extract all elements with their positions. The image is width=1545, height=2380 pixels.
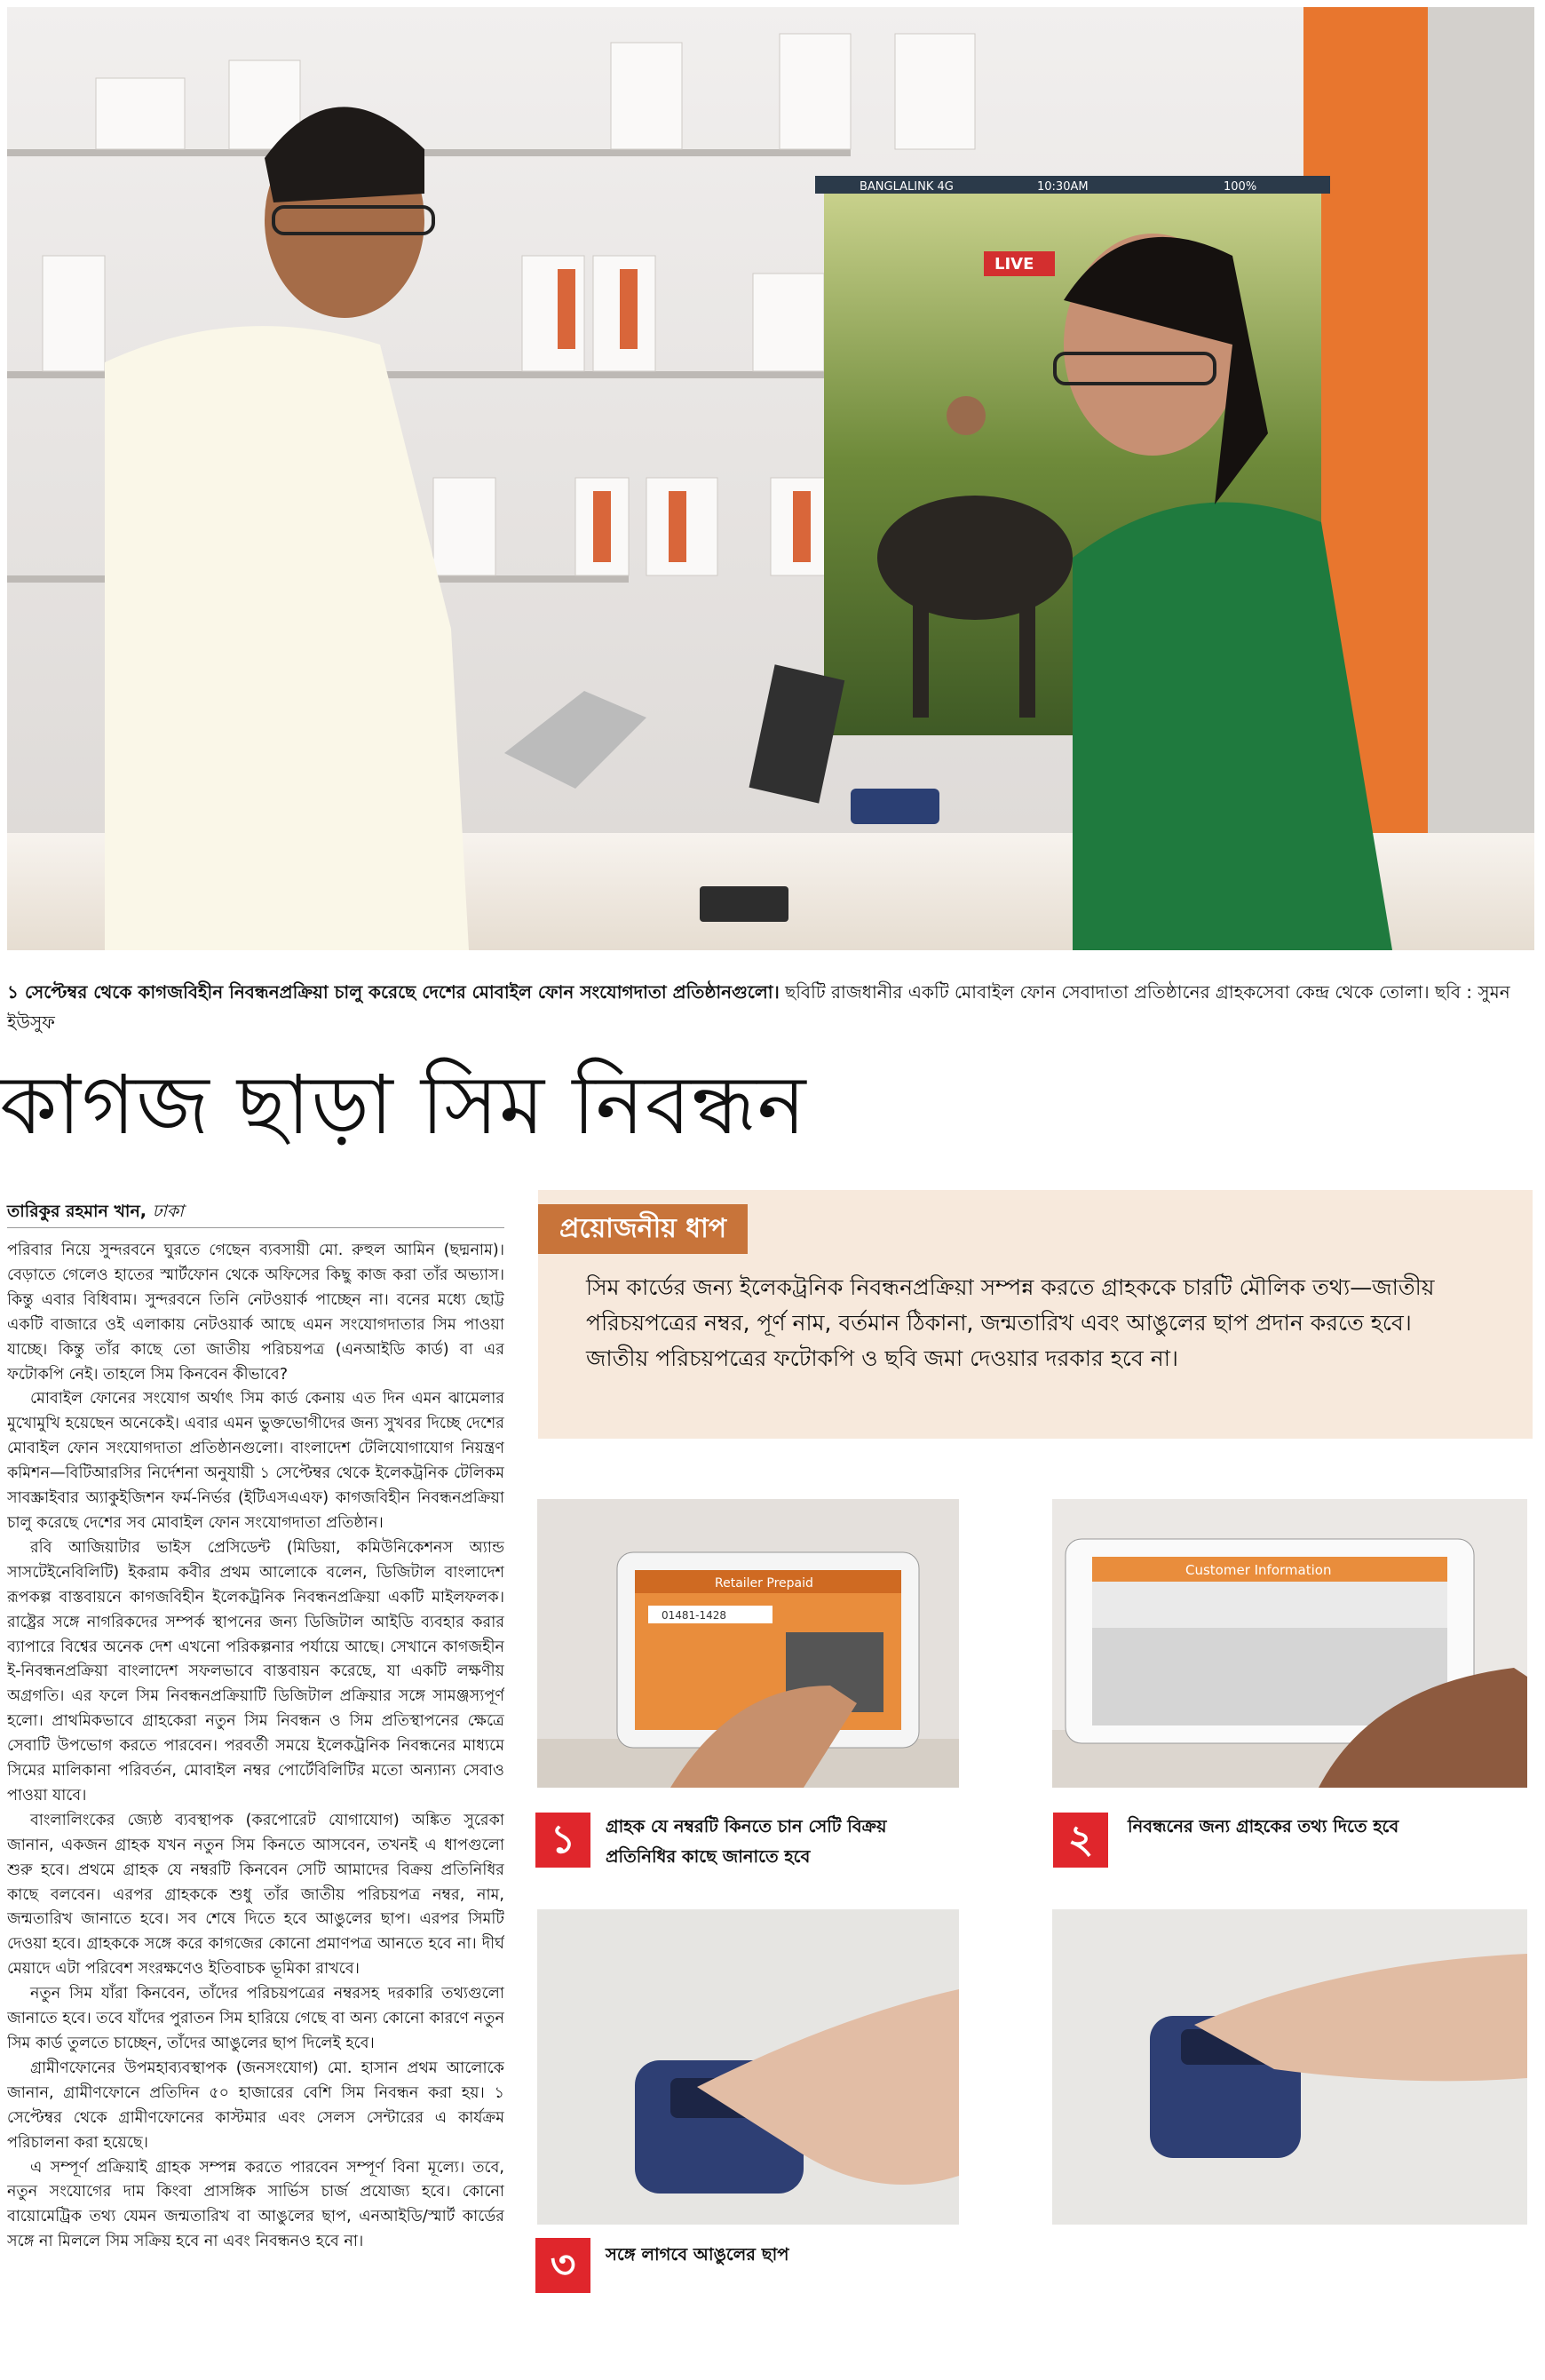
step1-photo: [537, 1499, 959, 1788]
step3-number: ৩: [535, 2238, 590, 2293]
tablet2-title: Customer Information: [1185, 1562, 1332, 1578]
caption-rest: ছবিটি রাজধানীর একটি মোবাইল ফোন সেবাদাতা প্রতিষ্ঠানের গ্রাহকসেবা কেন্দ্র থেকে তোলা। ছবি : সুমন ইউসুফ: [7, 981, 1510, 1033]
live-badge: LIVE: [994, 255, 1034, 274]
step3-photo-b: [1052, 1909, 1527, 2225]
steps-text-1: সিম কার্ডের জন্য ইলেকট্রনিক নিবন্ধনপ্রক্রিয়া সম্পন্ন করতে গ্রাহককে চারটি মৌলিক তথ্য—জাতীয় পরিচয়পত্রের নম্বর, পূর্ণ নাম, বর্তমান ঠিকানা, জন্মতারিখ এবং আঙুলের ছাপ প্রদান করতে হবে।: [586, 1274, 1435, 1336]
byline-name: তারিকুর রহমান খান,: [7, 1202, 147, 1221]
article-paragraph: নতুন সিম যাঁরা কিনবেন, তাঁদের পরিচয়পত্রের নম্বরসহ দরকারি তথ্যগুলো জানাতে হবে। তবে যাঁদের পুরাতন সিম হারিয়ে গেছে বা অন্য কোনো কারণে নতুন সিম কার্ড তুলতে চাচ্ছেন, তাঁদের আঙুলের ছাপ দিলেই হবে।: [7, 1985, 504, 2052]
step3-label: সঙ্গে লাগবে আঙুলের ছাপ: [606, 2244, 789, 2265]
article-body: [7, 1239, 504, 2371]
article-paragraph: রবি আজিয়াটার ভাইস প্রেসিডেন্ট (মিডিয়া, কমিউনিকেশনস অ্যান্ড সাসটেইনেবিলিটি) ইকরাম কবীর প্রথম আলোকে বলেন, ডিজিটাল বাংলাদেশ রূপকল্প বাস্তবায়নে কাগজবিহীন ইলেকট্রনিক নিবন্ধনপ্রক্রিয়া একটি মাইলফলক। রাষ্ট্রের সঙ্গে নাগরিকদের সম্পর্ক স্থাপনের জন্য ডিজিটাল আইডি ব্যবহার করার ব্যাপারে বিশ্বের অনেক দেশ এখনো পরিকল্পনার পর্যায়ে আছে। সেখানে কাগজহীন ই-নিবন্ধনপ্রক্রিয়া বাংলাদেশ সফলভাবে বাস্তবায়ন করেছে, যা একটি লক্ষণীয় অগ্রগতি। এর ফলে সিম নিবন্ধনপ্রক্রিয়াটি ডিজিটাল প্রক্রিয়ার সঙ্গে সামঞ্জস্যপূর্ণ হলো। প্রাথমিকভাবে গ্রাহকেরা নতুন সিম নিবন্ধন ও সিম প্রতিস্থাপনের ক্ষেত্রে সেবাটি উপভোগ করতে পারবেন। পরবর্তী সময়ে ইলেকট্রনিক নিবন্ধনের মাধ্যমে সিমের মালিকানা পরিবর্তন, মোবাইল নম্বর পোর্টেবিলিটির মতো অন্যান্য সেবাও পাওয়া যাবে।: [7, 1538, 504, 1805]
phone-status-battery: 100%: [1224, 180, 1257, 194]
phone-status-left: BANGLALINK 4G: [860, 180, 954, 194]
tablet1-number: 01481-1428: [662, 1609, 727, 1622]
main-photo: [7, 7, 1534, 950]
steps-text-2: জাতীয় পরিচয়পত্রের ফটোকপি ও ছবি জমা দেওয়ার দরকার হবে না।: [586, 1345, 1178, 1371]
step1-label: গ্রাহক যে নম্বরটি কিনতে চান সেটি বিক্রয় প্রতিনিধির কাছে জানাতে হবে: [606, 1816, 887, 1867]
tablet1-title: Retailer Prepaid: [715, 1576, 813, 1591]
article-paragraph: মোবাইল ফোনের সংযোগ অর্থাৎ সিম কার্ড কেনায় এত দিন এমন ঝামেলার মুখোমুখি হয়েছেন অনেকেই। এবার এমন ভুক্তভোগীদের জন্য সুখবর দিচ্ছে দেশের মোবাইল ফোন সংযোগদাতা প্রতিষ্ঠানগুলো। বাংলাদেশ টেলিযোগাযোগ নিয়ন্ত্রণ কমিশন—বিটিআরসির নির্দেশনা অনুযায়ী ১ সেপ্টেম্বর থেকে ইলেকট্রনিক টেলিকম সাবস্ক্রাইবার অ্যাকুইজিশন ফর্ম-নির্ভর (ইটিএসএএফ) কাগজবিহীন নিবন্ধনপ্রক্রিয়া চালু করেছে দেশের সব মোবাইল ফোন সংযোগদাতা প্রতিষ্ঠান।: [7, 1390, 504, 1532]
step1-number: ১: [535, 1813, 590, 1868]
phone-status-time: 10:30AM: [1037, 180, 1089, 194]
byline-divider: [7, 1227, 504, 1228]
step2-photo: [1052, 1499, 1527, 1788]
headline: কাগজ ছাড়া সিম নিবন্ধন: [0, 1058, 807, 1153]
article-paragraph: এ সম্পূর্ণ প্রক্রিয়াই গ্রাহক সম্পন্ন করতে পারবেন সম্পূর্ণ বিনা মূল্যে। তবে, নতুন সংযোগের দাম কিংবা প্রাসঙ্গিক সার্ভিস চার্জ প্রযোজ্য হবে। কোনো বায়োমেট্রিক তথ্য যেমন জন্মতারিখ বা আঙুলের ছাপ, এনআইডি/স্মার্ট কার্ডের সঙ্গে না মিললে সিম সক্রিয় হবে না এবং নিবন্ধনও হবে না।: [7, 2158, 504, 2251]
caption-lead: ১ সেপ্টেম্বর থেকে কাগজবিহীন নিবন্ধনপ্রক্রিয়া চালু করেছে দেশের মোবাইল ফোন সংযোগদাতা প্রতিষ্ঠানগুলো।: [7, 981, 780, 1003]
byline-place: ঢাকা: [152, 1202, 184, 1221]
steps-title: প্রয়োজনীয় ধাপ: [538, 1204, 748, 1254]
article-paragraph: গ্রামীণফোনের উপমহাব্যবস্থাপক (জনসংযোগ) মো. হাসান প্রথম আলোকে জানান, গ্রামীণফোনে প্রতিদিন ৫০ হাজারের বেশি সিম নিবন্ধন করা হয়। ১ সেপ্টেম্বর থেকে গ্রামীণফোনের কাস্টমার এবং সেলস সেন্টারের এ কার্যক্রম পরিচালনা করা হয়েছে।: [7, 2059, 504, 2152]
article-paragraph: পরিবার নিয়ে সুন্দরবনে ঘুরতে গেছেন ব্যবসায়ী মো. রুহুল আমিন (ছদ্মনাম)। বেড়াতে গেলেও হাতের স্মার্টফোন থেকে অফিসের কিছু কাজ করা তাঁর অভ্যাস। কিন্তু এবার বিধিবাম। সুন্দরবনে তিনি নেটওয়ার্ক পাচ্ছেন না। বনের মধ্যে ছোট্ট একটি বাজারে ওই এলাকায় নেটওয়ার্ক আছে এমন সংযোগদাতার সিম পাওয়া যাচ্ছে। কিন্তু তাঁর কাছে তো জাতীয় পরিচয়পত্র (এনআইডি কার্ড) বা এর ফটোকপি নেই। তাহলে সিম কিনবেন কীভাবে?: [7, 1242, 504, 1384]
byline: [7, 1199, 184, 1227]
steps-description: [586, 1270, 1483, 1376]
step2-number: ২: [1053, 1813, 1108, 1868]
article-paragraph: বাংলালিংকের জ্যেষ্ঠ ব্যবস্থাপক (করপোরেট যোগাযোগ) অঙ্কিত সুরেকা জানান, একজন গ্রাহক যখন নতুন সিম কিনতে আসবেন, তখনই এ ধাপগুলো শুরু হবে। প্রথমে গ্রাহক যে নম্বরটি কিনবেন সেটি আমাদের বিক্রয় প্রতিনিধির কাছে বলবেন। এরপর গ্রাহককে শুধু তাঁর জাতীয় পরিচয়পত্র নম্বর, নাম, জন্মতারিখ জানাতে হবে। সব শেষে দিতে হবে আঙুলের ছাপ। এরপর সিমটি দেওয়া হবে। গ্রাহককে সঙ্গে করে কাগজের কোনো প্রমাণপত্র আনতে হবে না। দীর্ঘ মেয়াদে এটা পরিবেশ সংরক্ষণেও ইতিবাচক ভূমিকা রাখবে।: [7, 1811, 504, 1979]
photo-caption: [7, 977, 1534, 1037]
step2-label: নিবন্ধনের জন্য গ্রাহকের তথ্য দিতে হবে: [1128, 1816, 1399, 1837]
step3-photo-a: [537, 1909, 959, 2225]
